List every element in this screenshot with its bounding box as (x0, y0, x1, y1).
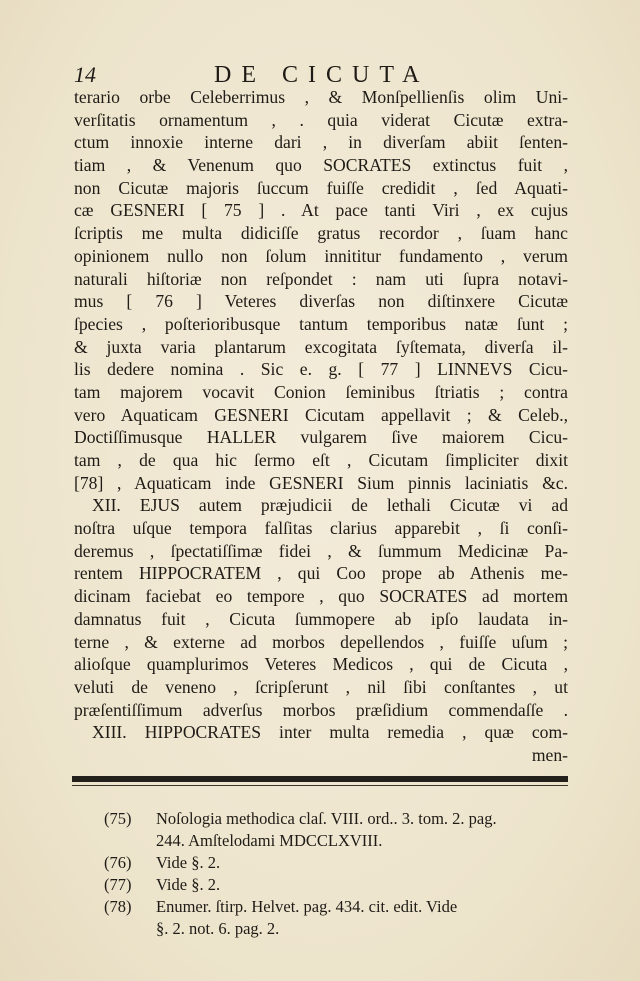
footnote-text: Vide §. 2. (156, 853, 221, 872)
text-line: præſentiſſimum adverſus morbos præſidium commendaſſe . (74, 699, 568, 720)
footnote-continuation (104, 830, 564, 852)
footnote (104, 874, 564, 896)
text-line: opinionem nullo non ſolum innititur fundamento , verum (74, 245, 568, 266)
footnote-number: (78) (104, 897, 132, 916)
text-line: veluti de veneno , ſcripſerunt , nil ſibi conſtantes , ut (74, 676, 568, 697)
text-line: non Cicutæ majoris ſuccum fuiſſe credidit , ſed Aquati- (74, 177, 568, 198)
text-line: cæ GESNERI [ 75 ] . At pace tanti Viri , ex cujus (74, 200, 568, 221)
text-line: rentem HIPPOCRATEM , qui Coo prope ab Athenis me- (74, 563, 568, 584)
footnote-rule-thin (72, 785, 568, 786)
text-line: [78] , Aquaticam inde GESNERI Sium pinnis laciniatis &c. (74, 472, 568, 493)
footnote-text: 244. Amſtelodami MDCCLXVIII. (156, 831, 383, 850)
text-line: naturali hiſtoriæ non reſpondet : nam uti ſupra notavi- (74, 268, 568, 289)
text-line: terario orbe Celeberrimus , & Monſpellienſis olim Uni- (74, 87, 568, 107)
text-line: damnatus fuit , Cicuta ſummopere ab ipſo laudata in- (74, 608, 568, 629)
footnote-continuation (104, 918, 564, 940)
footnote-text: Enumer. ſtirp. Helvet. pag. 434. cit. edit. Vide (156, 897, 458, 916)
footnote-text: Vide §. 2. (156, 875, 221, 894)
footnote (104, 808, 564, 830)
text-line: dicinam faciebat eo tempore , quo SOCRATES ad mortem (74, 586, 568, 607)
body-text (74, 86, 568, 767)
text-line: verſitatis ornamentum , . quia viderat Cicutæ extra- (74, 109, 568, 130)
footnote (104, 852, 564, 874)
text-line: vero Aquaticam GESNERI Cicutam appellavit ; & Celeb., (74, 404, 568, 425)
footnote-rule-thick (72, 776, 568, 782)
footnote-number: (75) (104, 809, 132, 828)
footnotes (104, 808, 564, 940)
footnote-text: §. 2. not. 6. pag. 2. (156, 919, 280, 938)
section-heading-line: XIII. HIPPOCRATES inter multa remedia , quæ com- (92, 722, 568, 743)
text-line: ctum innoxie interne dari , in diverſam abiit ſenten- (74, 132, 568, 153)
text-line: noſtra uſque tempora falſitas clarius apparebit , ſi conſi- (74, 518, 568, 539)
text-line: lis dedere nomina . Sic e. g. [ 77 ] LINNEVS Cicu- (74, 359, 568, 380)
running-title: DE CICUTA (214, 62, 430, 88)
page-number: 14 (74, 62, 96, 87)
text-line: & juxta varia plantarum excogitata ſyſtemata, diverſa il- (74, 336, 568, 357)
text-line: Doctiſſimusque HALLER vulgarem ſive maiorem Cicu- (74, 427, 568, 448)
text-line: tiam , & Venenum quo SOCRATES extinctus fuit , (74, 155, 568, 176)
footnote-text: Noſologia methodica claſ. VIII. ord.. 3. tom. 2. pag. (156, 809, 497, 828)
text-line: mus [ 76 ] Veteres diverſas non diſtinxere Cicutæ (74, 291, 568, 312)
footnote-number: (76) (104, 853, 132, 872)
text-line: tam , de qua hic ſermo eſt , Cicutam ſimpliciter dixit (74, 450, 568, 470)
text-line: ſcriptis me multa didiciſſe gratus recordor , ſuam hanc (74, 223, 568, 244)
text-line: ſpecies , poſterioribusque tantum temporibus natæ ſunt ; (74, 313, 568, 334)
text-line: deremus , ſpectatiſſimæ fidei , & ſummum Medicinæ Pa- (74, 540, 568, 561)
footnote (104, 896, 564, 918)
text-line: terne , & externe ad morbos depellendos , fuiſſe uſum ; (74, 631, 568, 652)
section-heading-line: XII. EJUS autem præjudicii de lethali Cicutæ vi ad (92, 495, 568, 516)
text-line: alioſque quamplurimos Veteres Medicos , qui de Cicuta , (74, 654, 568, 675)
catchword: men- (531, 744, 568, 765)
footnote-number: (77) (104, 875, 132, 894)
text-line: tam majorem vocavit Conion ſeminibus ſtriatis ; contra (74, 381, 568, 402)
